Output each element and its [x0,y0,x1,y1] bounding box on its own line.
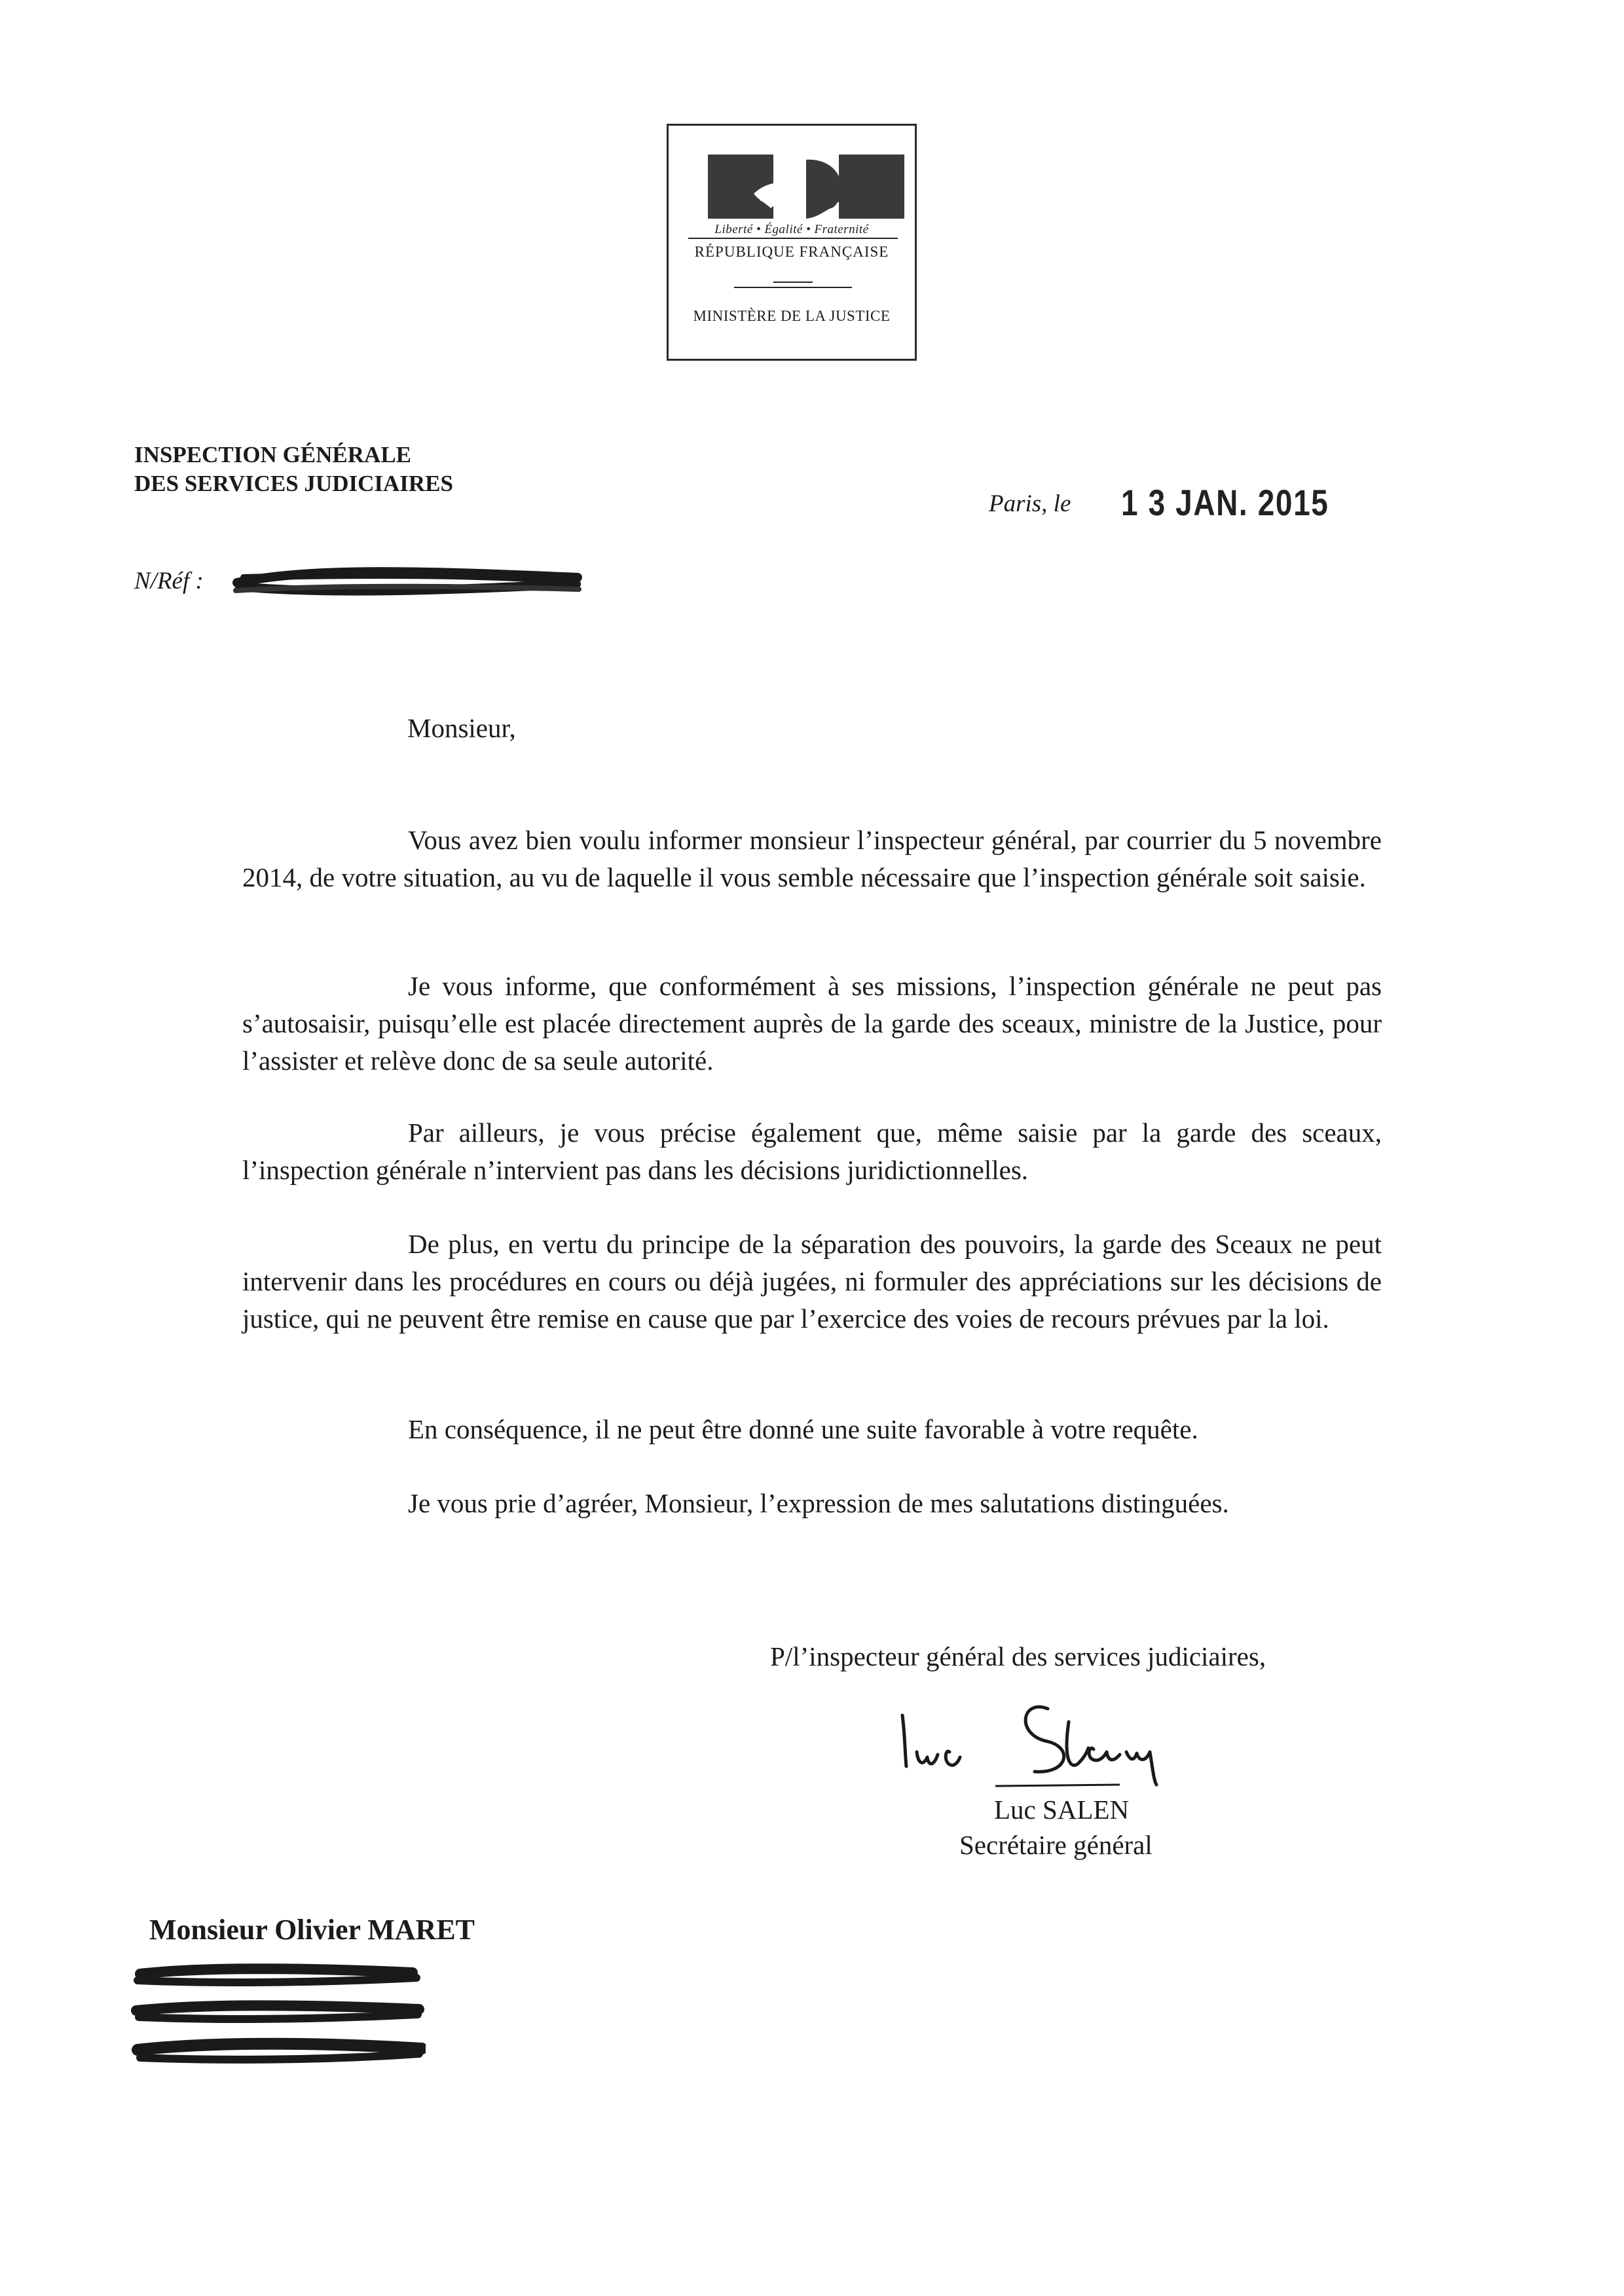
sender-line-1: INSPECTION GÉNÉRALE [134,442,412,467]
recipient-name: Monsieur Olivier MARET [149,1914,475,1946]
signer-title: Secrétaire général [959,1830,1153,1860]
logo-rule-long [734,287,852,288]
sender-line-2: DES SERVICES JUDICIAIRES [134,471,453,496]
logo-rule-short [773,282,813,283]
body-paragraph-1: Vous avez bien voulu informer monsieur l’inspecteur général, par courrier du 5 novembre 2014, de votre situation, au vu de laquelle il vous semble nécessaire que l’inspection générale soit saisie. [242,825,1382,892]
body-paragraph-4: De plus, en vertu du principe de la séparation des pouvoirs, la garde des Sceaux ne peut intervenir dans les procédures en cours ou déjà jugées, ni formuler des appréciations sur les décisions de justice, qui ne peuvent être remise en cause que par l’exercice des voies de recours prévues par la loi. [242,1229,1382,1334]
marianne-logo-icon [708,155,904,219]
date-stamp: 1 3 JAN. 2015 [1121,482,1329,523]
logo-ministry: MINISTÈRE DE LA JUSTICE [693,308,891,324]
salutation: Monsieur, [407,713,516,743]
logo-divider [688,238,898,239]
body-paragraph-3: Par ailleurs, je vous précise également que, même saisie par la garde des sceaux, l’inspection générale n’intervient pas dans les décisions juridictionnelles. [242,1118,1382,1185]
logo-republic: RÉPUBLIQUE FRANÇAISE [694,244,889,260]
reference-label: N/Réf : [134,568,204,594]
handwritten-signature-icon [897,1689,1251,1787]
sender-block [134,441,453,498]
signature-caption: P/l’inspecteur général des services judiciaires, [770,1641,1266,1671]
body-paragraph-2: Je vous informe, que conformément à ses missions, l’inspection générale ne peut pas s’autosaisir, puisqu’elle est placée directement auprès de la garde des sceaux, ministre de la Justice, pour l’assister et relève donc de sa seule autorité. [242,971,1382,1076]
ministry-logo [667,124,917,361]
date-label: Paris, le [989,490,1071,517]
signer-name: Luc SALEN [994,1795,1130,1825]
redaction-scribble-icon [231,558,584,604]
logo-motto: Liberté • Égalité • Fraternité [714,223,869,236]
closing-paragraph: Je vous prie d’agréer, Monsieur, l’expression de mes salutations distinguées. [408,1488,1229,1518]
address-redaction-icon [131,1954,426,2079]
body-paragraph-5: En conséquence, il ne peut être donné une suite favorable à votre requête. [408,1414,1198,1444]
